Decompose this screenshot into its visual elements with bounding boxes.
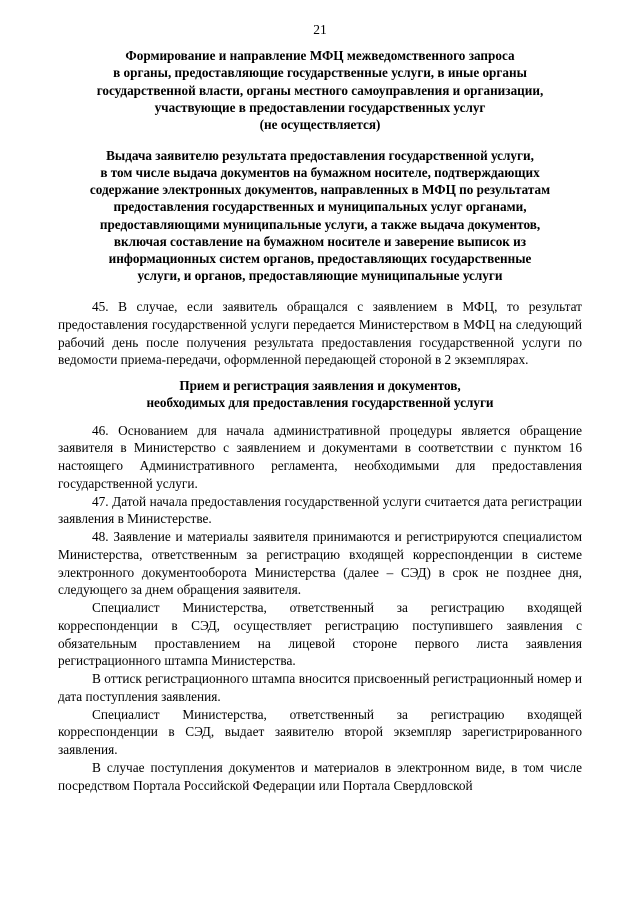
paragraph-51: Специалист Министерства, ответственный за регистрацию входящей корреспонденции в СЭД, выдает заявителю второй экземпляр зарегистрированного заявления.: [58, 706, 582, 758]
paragraph-47: 47. Датой начала предоставления государственной услуги считается дата регистрации заявления в Министерстве.: [58, 493, 582, 527]
heading1-line-2: в органы, предоставляющие государственные услуги, в иные органы: [113, 65, 527, 81]
heading2-line-4: предоставления государственных и муниципальных услуг органами,: [113, 199, 527, 215]
heading2-line-2: в том числе выдача документов на бумажном носителе, подтверждающих: [100, 165, 540, 181]
heading2-line-3: содержание электронных документов, направленных в МФЦ по результатам: [89, 182, 551, 198]
heading1-line-1: Формирование и направление МФЦ межведомственного запроса: [125, 48, 515, 64]
paragraph-45: 45. В случае, если заявитель обращался с заявлением в МФЦ, то результат предоставления государственной услуги передается Министерством в МФЦ на следующий рабочий день после получения результата предоставления государственной услуги по ведомости приема-передачи, оформленной передающей стороной в 2 экземплярах.: [58, 299, 582, 368]
heading2-line-5: предоставляющими муниципальные услуги, а также выдача документов,: [99, 216, 541, 232]
paragraph-52: В случае поступления документов и материалов в электронном виде, в том числе посредством Портала Российской Федерации или Портала Свердловской: [58, 759, 582, 793]
heading3-line-2: необходимых для предоставления государственной услуги: [146, 395, 494, 411]
heading3-line-1: Прием и регистрация заявления и документов,: [179, 378, 461, 394]
heading1-line-3: государственной власти, органы местного самоуправления и организации,: [96, 82, 544, 98]
heading2-line-1: Выдача заявителю результата предоставления государственной услуги,: [106, 147, 534, 163]
heading1-line-5: (не осуществляется): [259, 116, 381, 132]
paragraph-49: Специалист Министерства, ответственный за регистрацию входящей корреспонденции в СЭД, осуществляет регистрацию поступившего заявления с обязательным проставлением на лицевой стороне первого листа заявления регистрационного штампа Министерства.: [58, 600, 582, 669]
paragraph-50: В оттиск регистрационного штампа вносится присвоенный регистрационный номер и дата поступления заявления.: [58, 671, 582, 704]
heading2-line-8: услуги, и органов, предоставляющие муниципальные услуги: [137, 268, 503, 284]
heading1-line-4: участвующие в предоставлении государственных услуг: [154, 99, 486, 115]
heading2-line-7: информационных систем органов, предоставляющих государственные: [108, 250, 532, 266]
page-number: 21: [313, 22, 327, 37]
section-heading-receipt-registration: [58, 377, 582, 411]
section-heading-interagency-request: [58, 47, 582, 133]
heading2-line-6: включая составление на бумажном носителе и заверение выписок из: [113, 233, 527, 249]
paragraph-48: 48. Заявление и материалы заявителя принимаются и регистрируются специалистом Министерства, ответственным за регистрацию входящей корреспонденции в системе электронного документооборота Министерства (далее – СЭД) в срок не позднее дня, следующего за днем обращения заявителя.: [58, 529, 582, 598]
paragraph-46: 46. Основанием для начала административной процедуры является обращение заявителя в Министерство с заявлением и документами в соответствии с пунктом 16 настоящего Административного регламента, необходимыми для предоставления государственной услуги.: [58, 422, 582, 491]
section-heading-issuing-result: [58, 147, 582, 284]
